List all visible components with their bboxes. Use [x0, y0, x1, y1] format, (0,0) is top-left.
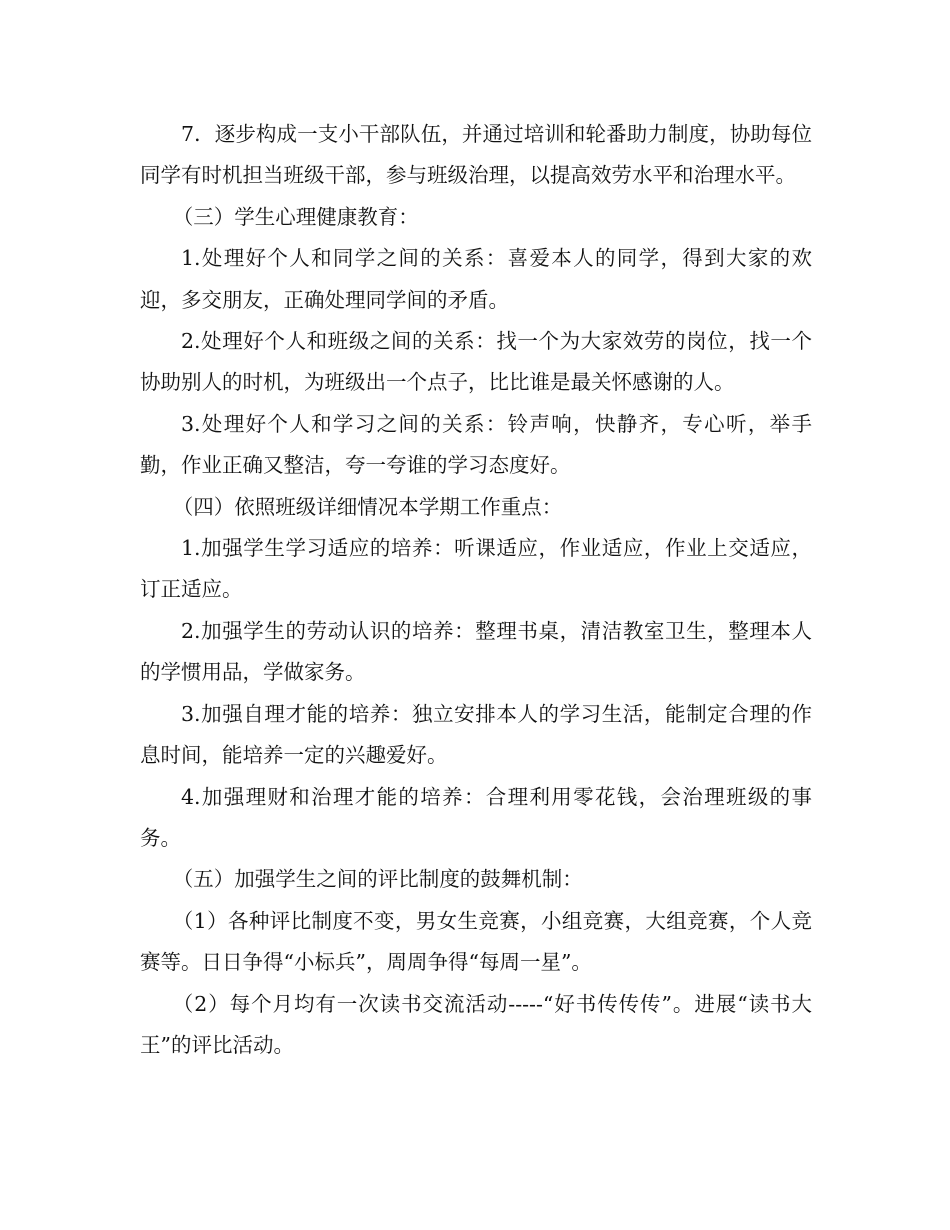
section-heading-4: （四）依照班级详细情况本学期工作重点：: [172, 494, 563, 519]
paragraph-item-7: 7．逐步构成一支小干部队伍，并通过培训和轮番助力制度，协助每位同学有时机担当班级干部，参与班级治理，以提高效劳水平和治理水平。: [140, 122, 812, 188]
paragraph-item-2: 2.加强学生的劳动认识的培养：整理书桌，清洁教室卫生，整理本人的学惯用品，学做家务。: [140, 618, 812, 685]
paragraph-item-3: 3.处理好个人和学习之间的关系：铃声响，快静齐，专心听，举手勤，作业正确又整洁，夸一夸谁的学习态度好。: [140, 411, 812, 478]
paragraph-item-3: 3.加强自理才能的培养：独立安排本人的学习生活，能制定合理的作息时间，能培养一定的兴趣爱好。: [140, 701, 812, 768]
paragraph-item-1: 1.处理好个人和同学之间的关系：喜爱本人的同学，得到大家的欢迎，多交朋友，正确处理同学间的矛盾。: [140, 246, 812, 312]
document-body: [140, 114, 812, 1066]
section-heading-5: （五）加强学生之间的评比制度的鼓舞机制：: [172, 867, 583, 892]
paragraph-item-2: 2.处理好个人和班级之间的关系：找一个为大家效劳的岗位，找一个协助别人的时机，为班级出一个点子，比比谁是最关怀感谢的人。: [140, 329, 812, 395]
paragraph-subitem-2: （2）每个月均有一次读书交流活动-----“好书传传传”。进展“读书大王”的评比活动。: [140, 991, 812, 1057]
section-heading-3: （三）学生心理健康教育：: [172, 204, 419, 229]
paragraph-item-4: 4.加强理财和治理才能的培养：合理利用零花钱，会治理班级的事务。: [140, 784, 812, 850]
paragraph-item-1: 1.加强学生学习适应的培养：听课适应，作业适应，作业上交适应，订正适应。: [140, 536, 812, 602]
paragraph-subitem-1: （1）各种评比制度不变，男女生竞赛，小组竞赛，大组竞赛，个人竞赛等。日日争得“小标兵”，周周争得“每周一星”。: [140, 908, 812, 975]
